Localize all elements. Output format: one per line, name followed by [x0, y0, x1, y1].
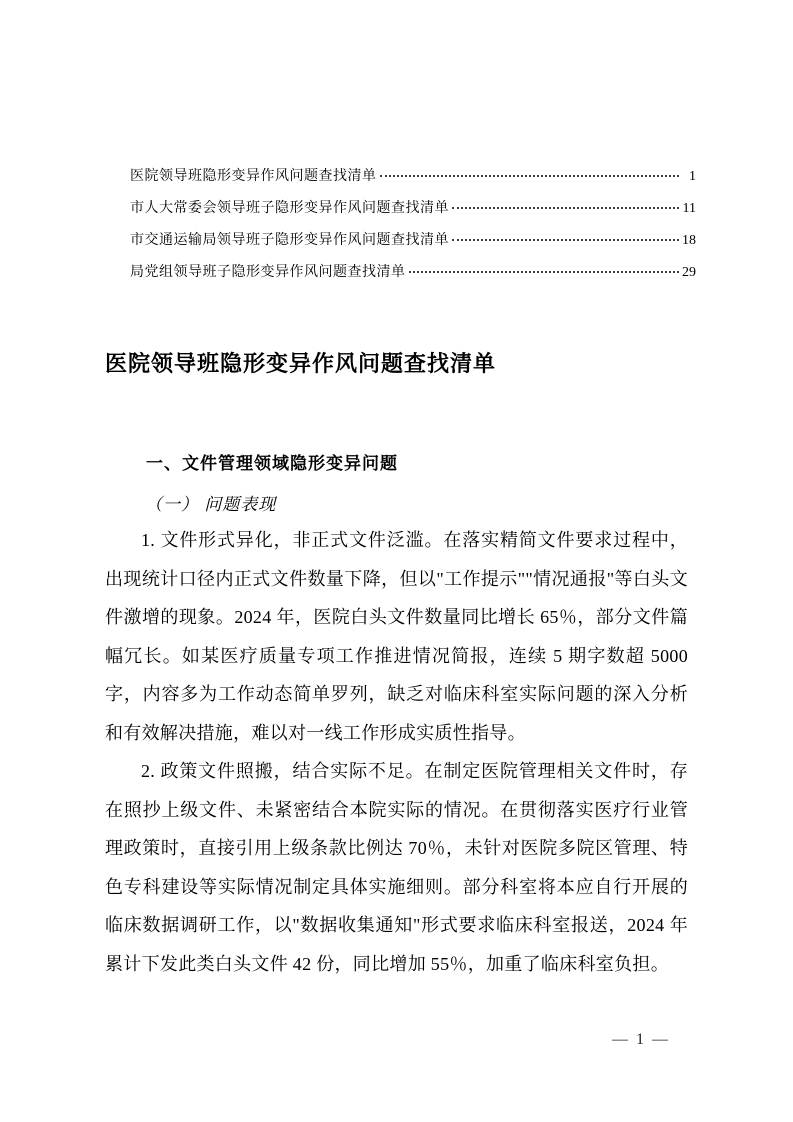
toc-entry-title: 局党组领导班子隐形变异作风问题查找清单	[130, 265, 406, 280]
toc-leader-dots	[452, 239, 679, 241]
toc-page-number: 18	[682, 233, 696, 248]
toc-entry-title: 市交通运输局领导班子隐形变异作风问题查找清单	[130, 233, 449, 248]
toc-entry[interactable]	[130, 161, 696, 193]
toc-entry[interactable]	[130, 257, 696, 289]
toc-entry[interactable]	[130, 193, 696, 225]
toc-page-number: 1	[689, 169, 696, 184]
body-paragraph: 1. 文件形式异化，非正式文件泛滥。在落实精简文件要求过程中，出现统计口径内正式文件数量下降，但以"工作提示""情况通报"等白头文件激增的现象。2024 年，医院白头文件数量同比增长 65％，部分文件篇幅冗长。如某医疗质量专项工作推进情况简报，连续 5 期字数超 5000 字，内容多为工作动态简单罗列，缺乏对临床科室实际问题的深入分析和有效解决措施，难以对一线工作形成实质性指导。	[105, 530, 688, 743]
toc-leader-dots	[380, 175, 680, 177]
document-title: 医院领导班隐形变异作风问题查找清单	[105, 351, 497, 376]
document-body	[105, 521, 688, 983]
toc-leader-dots	[409, 271, 680, 273]
toc-entry[interactable]	[130, 225, 696, 257]
toc-entry-title: 市人大常委会领导班子隐形变异作风问题查找清单	[130, 201, 449, 216]
toc-page-number: 29	[682, 265, 696, 280]
body-paragraph: 2. 政策文件照搬，结合实际不足。在制定医院管理相关文件时，存在照抄上级文件、未紧密结合本院实际的情况。在贯彻落实医疗行业管理政策时，直接引用上级条款比例达 70％，未针对医院多院区管理、特色专科建设等实际情况制定具体实施细则。部分科室将本应自行开展的临床数据调研工作，以"数据收集通知"形式要求临床科室报送，2024 年累计下发此类白头文件 42 份，同比增加 55％，加重了临床科室负担。	[105, 761, 688, 974]
page-number: — 1 —	[612, 1031, 670, 1048]
toc-page-number: 11	[682, 201, 696, 216]
toc-leader-dots	[452, 207, 679, 209]
section-heading: 一、文件管理领域隐形变异问题	[146, 454, 398, 473]
subsection-heading: （一） 问题表现	[145, 495, 277, 514]
toc-entry-title: 医院领导班隐形变异作风问题查找清单	[130, 169, 377, 184]
table-of-contents	[130, 161, 696, 289]
